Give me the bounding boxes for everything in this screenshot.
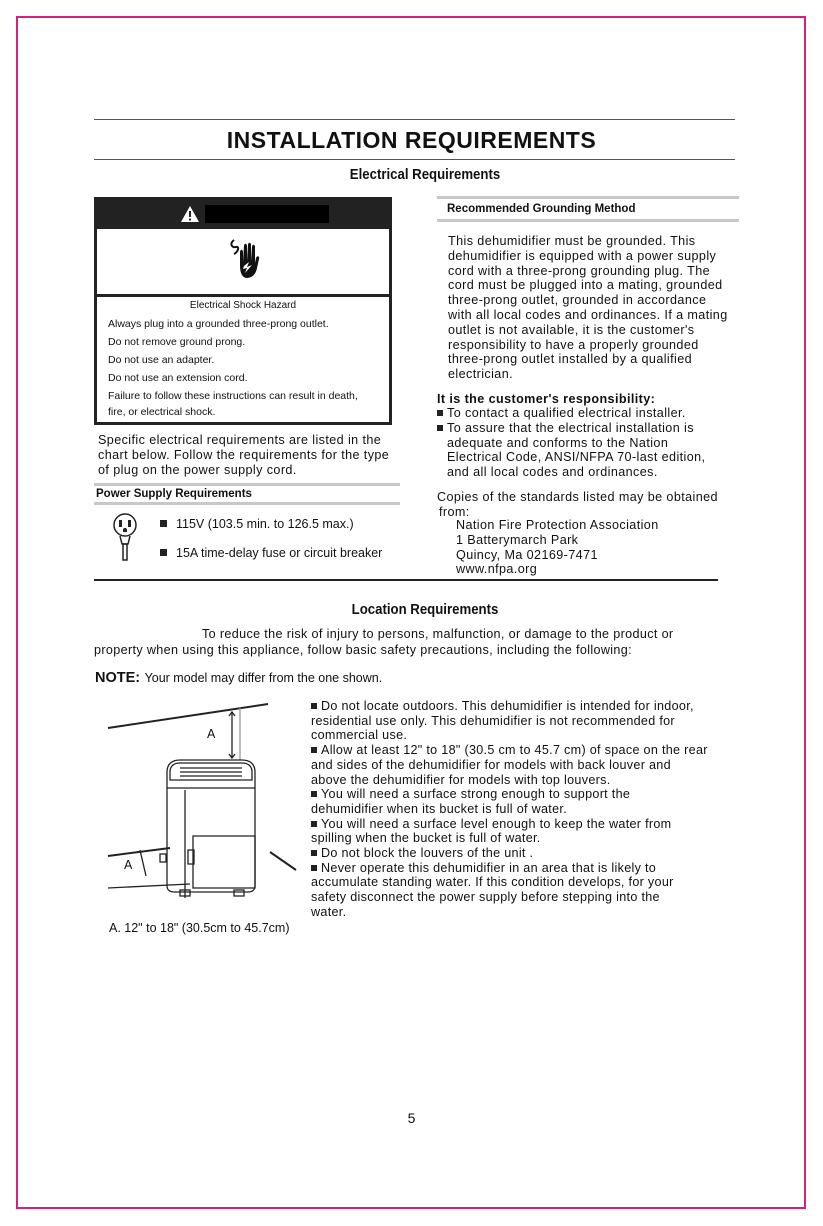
- text-line: Allow at least 12" to 18" (30.5 cm to 45.7 cm) of space on the rear: [321, 743, 708, 758]
- responsibility-heading: It is the customer's responsibility:: [437, 392, 656, 406]
- text-line: with all local codes and ordinances. If a mating: [448, 307, 728, 322]
- text-line: cord with a three-prong grounding plug. The: [448, 263, 711, 278]
- label-a-side: A: [124, 858, 133, 872]
- text-line: You will need a surface level enough to keep the water from: [321, 816, 672, 831]
- bullet-icon: [311, 850, 317, 856]
- text-line: To contact a qualified electrical installer.: [447, 406, 686, 420]
- three-prong-plug-icon: [112, 512, 138, 562]
- diagram-caption: A. 12" to 18" (30.5cm to 45.7cm): [109, 921, 290, 935]
- list-item: [311, 861, 751, 920]
- text-line: property when using this appliance, follow basic safety precautions, including the following:: [94, 642, 632, 657]
- text-line: Never operate this dehumidifier in an area that is likely to: [321, 860, 657, 875]
- power-supply-value: 15A time-delay fuse or circuit breaker: [176, 546, 383, 560]
- responsibility-item: [437, 406, 747, 421]
- warning-line: fire, or electrical shock.: [108, 406, 216, 418]
- power-supply-value: 115V (103.5 min. to 126.5 max.): [176, 517, 354, 531]
- bullet-icon: [437, 410, 443, 416]
- text-line: above the dehumidifier for models with top louvers.: [311, 772, 611, 787]
- text-line: Specific electrical requirements are listed in the: [98, 433, 382, 447]
- warning-icon-area: [97, 229, 389, 297]
- bullet-icon: [160, 549, 167, 556]
- bullet-icon: [437, 425, 443, 431]
- warning-header: [97, 200, 389, 229]
- responsibility-item: [437, 421, 747, 436]
- bullet-icon: [311, 791, 317, 797]
- text-line: safety disconnect the power supply before stepping into the: [311, 890, 660, 905]
- copies-text: [437, 490, 747, 520]
- note-label: NOTE:: [95, 670, 141, 686]
- grounding-heading-bar: [437, 196, 739, 222]
- text-line: Do not locate outdoors. This dehumidifier is intended for indoor,: [321, 699, 694, 713]
- list-item: [311, 699, 751, 743]
- text-line: You will need a surface strong enough to support the: [321, 787, 631, 802]
- text-line: Copies of the standards listed may be obtained: [437, 490, 718, 504]
- warning-line: Always plug into a grounded three-prong outlet.: [108, 318, 329, 330]
- grounding-paragraph: [448, 234, 748, 382]
- text-line: responsibility to have a properly grounded: [448, 337, 699, 352]
- warning-triangle-icon: [180, 205, 200, 223]
- bullet-icon: [311, 703, 317, 709]
- text-line: Electrical Code, ANSI/NFPA 70-last edition,: [447, 450, 706, 465]
- warning-line: Do not remove ground prong.: [108, 336, 246, 348]
- electrical-heading: Electrical Requirements: [349, 166, 501, 183]
- text-line: 1 Batterymarch Park: [456, 532, 579, 547]
- bullet-icon: [311, 865, 317, 871]
- text-line: from:: [439, 504, 470, 519]
- grounding-heading: Recommended Grounding Method: [447, 203, 636, 215]
- text-line: www.nfpa.org: [456, 562, 538, 577]
- text-line: This dehumidifier must be grounded. This: [448, 234, 696, 248]
- location-intro: [94, 627, 754, 658]
- text-line: dehumidifier is equipped with a power supply: [448, 248, 717, 263]
- power-supply-item: [160, 517, 354, 531]
- text-line: dehumidifier when its bucket is full of water.: [311, 801, 567, 816]
- electric-shock-hand-icon: [228, 236, 262, 282]
- location-requirements-list: [311, 699, 751, 920]
- text-line: water.: [311, 904, 347, 919]
- list-item: [311, 787, 751, 816]
- text-line: cord must be plugged into a mating, grounded: [448, 278, 723, 293]
- warning-box: [94, 197, 392, 425]
- text-line: adequate and conforms to the Nation: [447, 435, 669, 450]
- nfpa-address: [456, 518, 746, 577]
- page-number: 5: [407, 1110, 416, 1126]
- warning-line: Do not use an adapter.: [108, 354, 215, 366]
- bullet-icon: [160, 520, 167, 527]
- label-a-top: A: [207, 727, 216, 741]
- text-line: Nation Fire Protection Association: [456, 518, 659, 532]
- text-line: of plug on the power supply cord.: [98, 462, 297, 477]
- text-line: Quincy, Ma 02169-7471: [456, 547, 598, 562]
- text-line: and sides of the dehumidifier for models with back louver and: [311, 757, 671, 772]
- text-line: three-prong outlet, grounded in accordance: [448, 293, 707, 308]
- hazard-title: Electrical Shock Hazard: [189, 300, 297, 311]
- warning-line: Do not use an extension cord.: [108, 372, 248, 384]
- text-line: and all local codes and ordinances.: [447, 465, 658, 480]
- title-bottom-rule: [94, 159, 735, 160]
- text-line: commercial use.: [311, 728, 408, 743]
- note: [95, 669, 382, 687]
- list-item: [311, 817, 751, 846]
- bullet-icon: [311, 747, 317, 753]
- text-line: electrician.: [448, 367, 513, 382]
- text-line: To reduce the risk of injury to persons, malfunction, or damage to the product or: [202, 627, 674, 641]
- responsibility-list: [437, 406, 747, 480]
- text-line: To assure that the electrical installation is: [447, 420, 694, 435]
- note-text: Your model may differ from the one shown.: [144, 671, 383, 685]
- text-line: accumulate standing water. If this condition develops, for your: [311, 875, 674, 890]
- power-supply-heading-bar: [94, 483, 400, 505]
- section-divider: [94, 579, 718, 581]
- bullet-icon: [311, 821, 317, 827]
- text-line: spilling when the bucket is full of water.: [311, 831, 541, 846]
- specific-requirements-text: [98, 433, 418, 477]
- text-line: three-prong outlet installed by a qualified: [448, 352, 693, 367]
- text-line: Do not block the louvers of the unit .: [321, 846, 534, 861]
- warning-line: Failure to follow these instructions can result in death,: [108, 390, 358, 402]
- power-supply-item: [160, 546, 382, 560]
- location-heading: Location Requirements: [351, 601, 499, 618]
- list-item: [311, 743, 751, 787]
- text-line: residential use only. This dehumidifier is not recommended for: [311, 713, 675, 728]
- power-supply-heading: Power Supply Requirements: [96, 488, 252, 500]
- text-line: chart below. Follow the requirements for the type: [98, 447, 390, 462]
- warning-label-block: [205, 205, 329, 223]
- page-title: INSTALLATION REQUIREMENTS: [226, 127, 597, 153]
- title-top-rule: [94, 119, 735, 120]
- list-item: [311, 846, 751, 861]
- text-line: outlet is not available, it is the customer's: [448, 322, 695, 337]
